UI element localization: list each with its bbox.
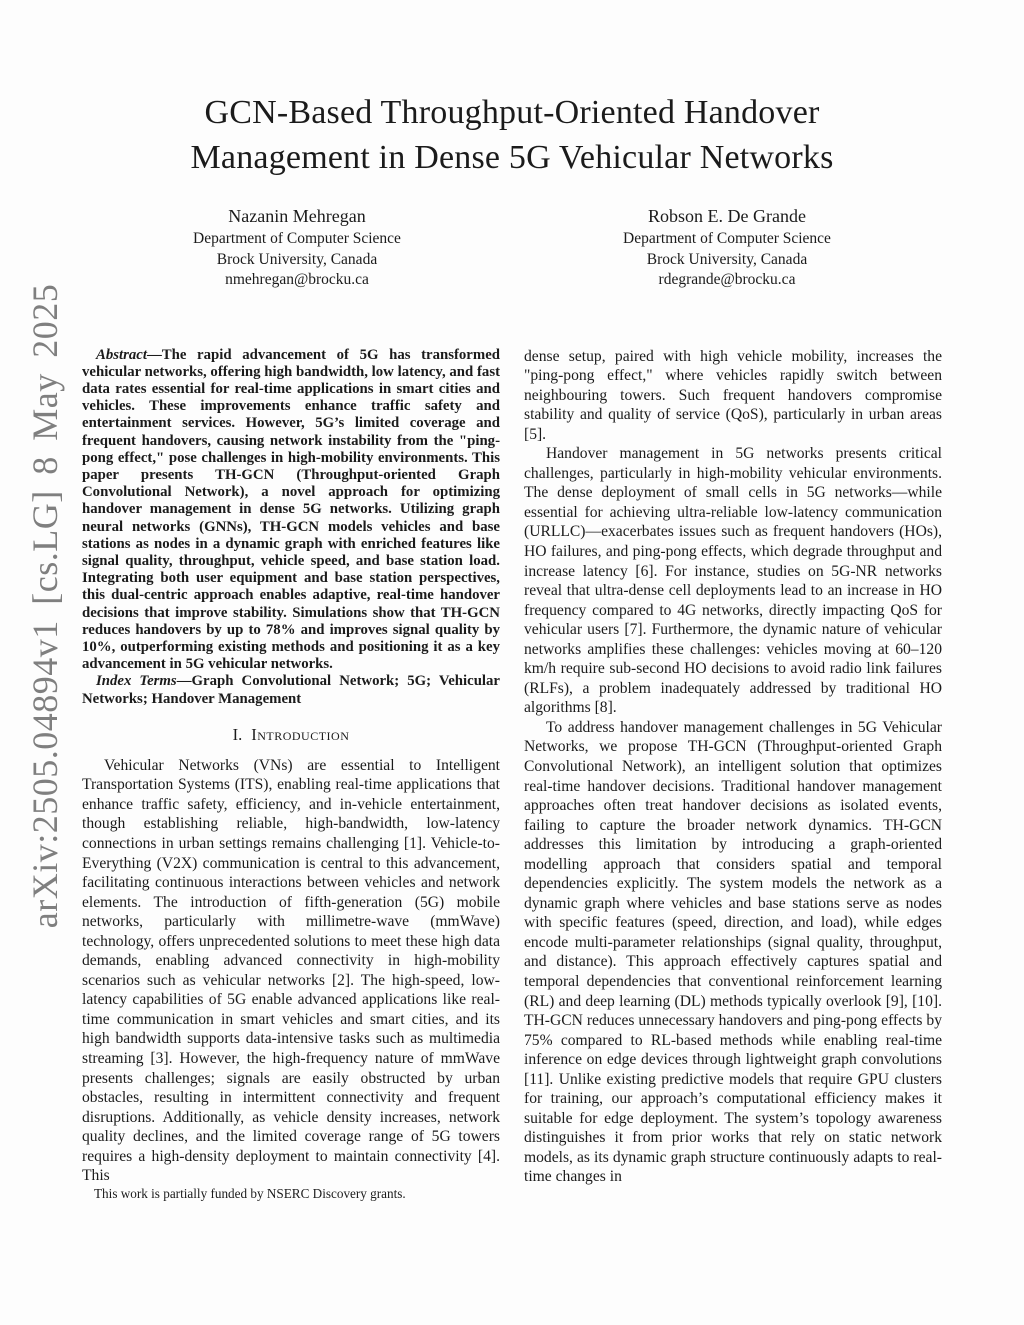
- author-block-1: [82, 206, 512, 291]
- section-heading-introduction: [82, 725, 500, 745]
- author-1-department: Department of Computer Science: [193, 230, 401, 247]
- section-title: Introduction: [251, 724, 350, 744]
- body-paragraph-handover-management: Handover management in 5G networks presents critical challenges, particularly in high-mobility vehicular environments. The dense deployment of small cells in 5G networks—while essential for achieving ultra-reliable low-latency communication (URLLC)—exacerbates issues such as frequent handovers (HOs), HO failures, and ping-pong effects, which degrade throughput and increase latency [6]. For instance, studies on 5G-NR networks reveal that ultra-dense cell deployments lead to an increase in HO frequency compared to 4G networks, directly impacting QoS for vehicular users [7]. Furthermore, the dynamic nature of vehicular networks amplifies these challenges: vehicles moving at 60–120 km/h require sub-second HO decisions to avoid radio link failures (RLFs), a problem inadequately addressed by traditional HO algorithms [8].: [524, 445, 942, 717]
- section-number: I.: [232, 724, 243, 744]
- right-column: [524, 347, 942, 1206]
- author-1-email: nmehregan@brocku.ca: [225, 271, 369, 288]
- paper-title: [0, 0, 1024, 180]
- arxiv-watermark: arXiv:2505.04894v1 [cs.LG] 8 May 2025: [25, 283, 65, 929]
- author-2-department: Department of Computer Science: [623, 230, 831, 247]
- author-2-institution: Brock University, Canada: [646, 250, 808, 268]
- body-paragraph-continuation: dense setup, paired with high vehicle mobility, increases the "ping-pong effect," where vehicles rapidly switch between neighbouring towers. Such frequent handovers compromise stability and quality of service (QoS), particularly in urban areas [5].: [524, 347, 942, 443]
- index-terms-paragraph: [82, 673, 500, 707]
- two-column-body: [82, 347, 942, 1206]
- paper-title-line2: Management in Dense 5G Vehicular Networks: [190, 139, 834, 176]
- index-terms-label: Index Terms: [96, 673, 177, 690]
- author-blocks: [82, 206, 942, 291]
- left-column: [82, 347, 500, 1206]
- funding-footnote: This work is partially funded by NSERC Discovery grants.: [94, 1185, 406, 1201]
- author-1-name: Nazanin Mehregan: [228, 206, 366, 226]
- body-paragraph-th-gcn-proposal: To address handover management challenges in 5G Vehicular Networks, we propose TH-GCN (Throughput-oriented Graph Convolutional Network), an intelligent solution that optimizes real-time handover decisions. Traditional handover management approaches often treat handover decisions as isolated events, failing to capture the broader network dynamics. TH-GCN addresses this limitation by introducing a graph-oriented modelling approach that considers spatial and temporal dependencies explicitly. The system models the network as a dynamic graph where vehicles and base stations serve as nodes with specific features (speed, direction, and load), while edges encode multi-parameter relationships (signal quality, throughput, and distance). This approach effectively captures spatial and temporal dependencies that conventional reinforcement learning (RL) and deep learning (DL) methods typically overlook [9], [10]. TH-GCN reduces unnecessary handovers and ping-pong effects by 75% compared to RL-based methods while enabling real-time inference on edge devices through lightweight graph convolutions [11]. Unlike existing predictive models that require GPU clusters for training, our approach’s computational efficiency makes it suitable for edge deployment. The system’s topology awareness distinguishes it from prior works that rely on static network models, as its dynamic graph structure continuously adapts to real-time changes in: [524, 718, 942, 1186]
- abstract-text: —The rapid advancement of 5G has transformed vehicular networks, offering high bandwidth, low latency, and fast data rates essential for real-time applications in smart cities and vehicles. These improvements enhance traffic safety and entertainment services. However, 5G’s limited coverage and frequent handovers, causing network instability from the "ping-pong effect," pose challenges in high-mobility environments. This paper presents TH-GCN (Throughput-oriented Graph Convolutional Network), a novel approach for optimizing handover management in dense 5G networks. Utilizing graph neural networks (GNNs), TH-GCN models vehicles and base stations as nodes in a dynamic graph with enriched features like signal quality, throughput, vehicle speed, and base station load. Integrating both user equipment and base station perspectives, this dual-centric approach enables adaptive, real-time handover decisions that improve stability. Simulations show that TH-GCN reduces handovers by up to 78% and improves signal quality by 10%, outperforming existing methods and positioning it as a key advancement in 5G vehicular networks.: [82, 346, 500, 673]
- intro-paragraph-left: Vehicular Networks (VNs) are essential to Intelligent Transportation Systems (ITS), enabling real-time applications that enhance traffic safety, efficiency, and in-vehicle entertainment, though establishing reliable, high-bandwidth, low-latency connections in urban settings remains challenging [1]. Vehicle-to-Everything (V2X) communication is central to this advancement, facilitating continuous interactions between vehicles and network elements. The introduction of fifth-generation (5G) mobile networks, particularly with millimetre-wave (mmWave) technology, offers unprecedented solutions to meet these high data demands, enabling advanced connectivity in high-mobility scenarios such as vehicular networks [2]. The high-speed, low-latency capabilities of 5G enable advanced applications like real-time communication in smart vehicles and smart cities, and its high bandwidth supports data-intensive tasks such as multimedia streaming [3]. However, the high-frequency nature of mmWave presents challenges; signals are easily obstructed by urban obstacles, resulting in intermittent connectivity and frequent disruptions. Additionally, as vehicle density increases, network quality declines, and the limited coverage range of 5G towers requires a high-density deployment to maintain connectivity [4]. This: [82, 756, 500, 1185]
- paper-title-line1: GCN-Based Throughput-Oriented Handover: [204, 94, 820, 131]
- abstract-paragraph: [82, 347, 500, 674]
- author-block-2: [512, 206, 942, 291]
- author-2-name: Robson E. De Grande: [648, 206, 806, 226]
- abstract-label: Abstract: [96, 346, 147, 363]
- index-terms-text: —Graph Convolutional Network; 5G; Vehicular Networks; Handover Management: [82, 673, 500, 707]
- author-2-email: rdegrande@brocku.ca: [658, 271, 796, 288]
- author-1-institution: Brock University, Canada: [216, 250, 378, 268]
